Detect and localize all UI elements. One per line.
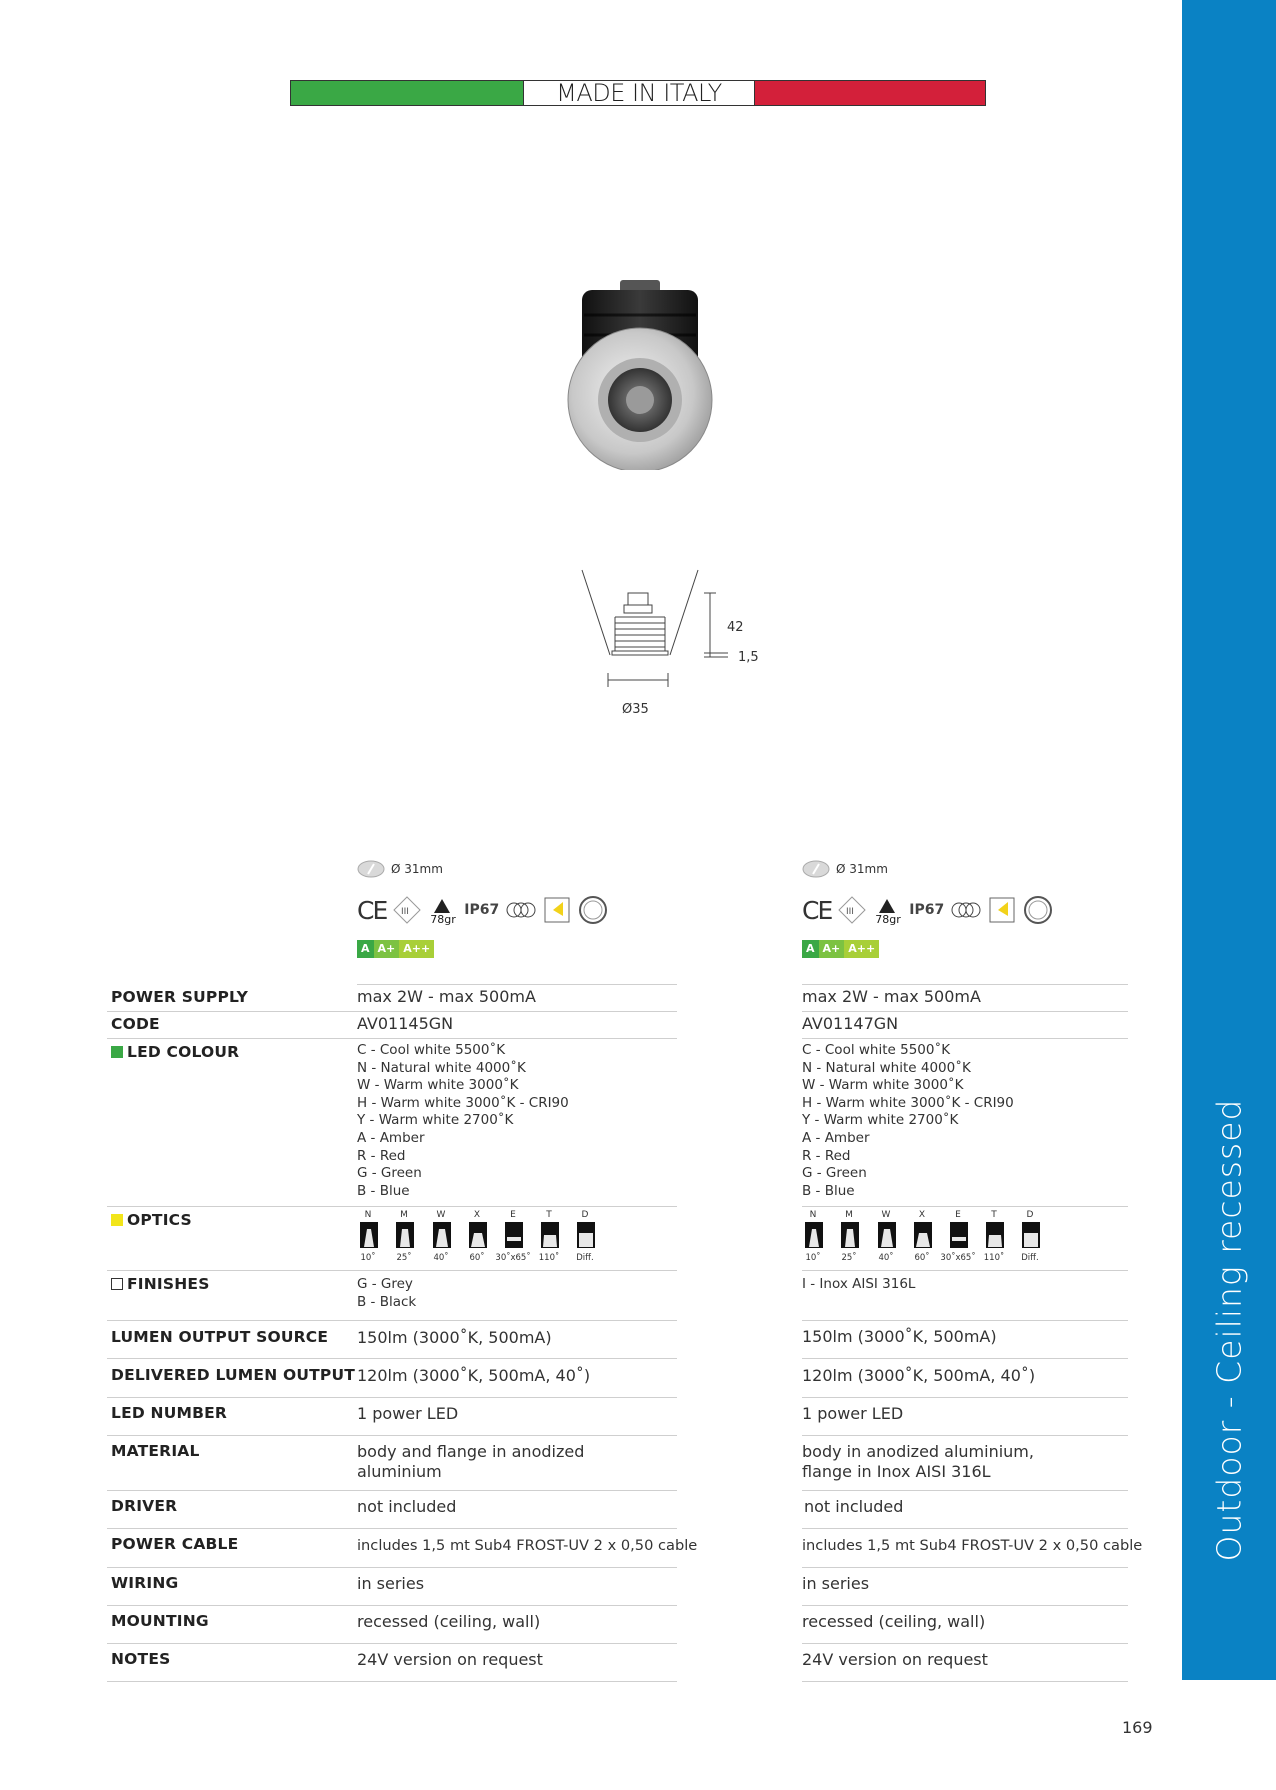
- col2-driver: not included: [804, 1497, 904, 1516]
- product-image: [560, 270, 720, 470]
- optic-angle-label: 10˚: [360, 1253, 376, 1263]
- col2-finishes-list: [802, 1276, 915, 1294]
- rings-icon: [950, 900, 982, 920]
- led-colour-item: G - Green: [357, 1165, 422, 1182]
- label-optics: OPTICS: [127, 1211, 192, 1229]
- ce-mark-icon: CE: [357, 895, 387, 925]
- row-divider: [107, 1435, 677, 1436]
- energy-a-plus: A+: [374, 940, 400, 958]
- finish-item: B - Black: [357, 1293, 417, 1310]
- row-divider: [107, 1567, 677, 1568]
- svg-text:III: III: [846, 907, 855, 917]
- row-divider: [107, 1011, 677, 1012]
- optic-code-label: W: [436, 1210, 446, 1220]
- energy-class-bar: [802, 940, 1102, 958]
- row-divider: [107, 1270, 677, 1271]
- optic-code-label: M: [845, 1210, 853, 1220]
- col2-led-number: 1 power LED: [802, 1404, 904, 1423]
- col2-wiring: in series: [802, 1574, 870, 1593]
- led-colour-item: N - Natural white 4000˚K: [357, 1059, 526, 1076]
- row-divider: [802, 1038, 1128, 1039]
- row-divider: [802, 1270, 1128, 1271]
- optic-angle-label: 110˚: [983, 1253, 1005, 1263]
- row-divider: [802, 1567, 1128, 1568]
- page-number: 169: [1122, 1718, 1153, 1737]
- material-line: body and flange in anodized: [357, 1442, 585, 1461]
- class-iii-icon: [392, 895, 422, 925]
- side-category-title: Outdoor - Ceiling recessed: [1209, 1098, 1249, 1562]
- row-divider: [802, 1011, 1128, 1012]
- material-line: aluminium: [357, 1462, 442, 1481]
- label-finishes-row: [111, 1275, 210, 1293]
- col1-material: [357, 1442, 584, 1482]
- led-colour-item: C - Cool white 5500˚K: [802, 1042, 951, 1058]
- class-iii-icon: [837, 895, 867, 925]
- energy-a: A: [802, 940, 819, 958]
- col2-material: [802, 1442, 1034, 1482]
- hole-size-label: Ø 31mm: [391, 862, 443, 876]
- ip-rating: IP67: [909, 902, 945, 918]
- row-divider: [802, 1490, 1128, 1491]
- label-led-number: LED NUMBER: [111, 1404, 228, 1422]
- led-colour-item: W - Warm white 3000˚K: [802, 1077, 964, 1094]
- row-divider: [802, 1681, 1128, 1682]
- finishes-square-icon: [111, 1278, 123, 1290]
- optic-beam-icon: [841, 1222, 859, 1248]
- led-colour-item: A - Amber: [357, 1129, 425, 1146]
- weight-icon: [873, 895, 903, 925]
- col1-mounting: recessed (ceiling, wall): [357, 1612, 541, 1631]
- label-finishes: FINISHES: [127, 1275, 210, 1293]
- led-colour-item: H - Warm white 3000˚K - CRI90: [802, 1094, 1014, 1111]
- optic-beam-icon: [469, 1222, 487, 1248]
- col2-mounting: recessed (ceiling, wall): [802, 1612, 986, 1631]
- led-colour-item: A - Amber: [802, 1129, 870, 1146]
- col2-notes: 24V version on request: [802, 1650, 988, 1669]
- col2-code: AV01147GN: [802, 1014, 899, 1033]
- optic-angle-label: 30˚x65˚: [940, 1253, 976, 1263]
- row-divider: [802, 984, 1128, 985]
- energy-a: A: [357, 940, 374, 958]
- optic-angle-label: 60˚: [469, 1253, 485, 1263]
- led-colour-item: B - Blue: [357, 1182, 410, 1199]
- optic-code-label: T: [991, 1210, 997, 1220]
- weight-label: 78gr: [430, 913, 456, 926]
- optic-code-label: N: [364, 1210, 372, 1220]
- led-colour-item: W - Warm white 3000˚K: [357, 1077, 519, 1094]
- led-colour-item: R - Red: [802, 1147, 851, 1164]
- energy-a-plus-plus: A++: [399, 940, 434, 958]
- led-colour-item: Y - Warm white 2700˚K: [357, 1112, 514, 1129]
- optic-angle-label: 25˚: [396, 1253, 412, 1263]
- ip-rating: IP67: [464, 902, 500, 918]
- col1-driver: not included: [357, 1497, 457, 1516]
- row-divider: [107, 1206, 677, 1207]
- optics-square-icon: [111, 1214, 123, 1226]
- recessed-mount-icon: [543, 896, 571, 924]
- row-divider: [107, 1643, 677, 1644]
- svg-text:III: III: [401, 907, 410, 917]
- optic-angle-label: 60˚: [914, 1253, 930, 1263]
- ce-mark-icon: CE: [802, 895, 832, 925]
- row-divider: [107, 1528, 677, 1529]
- optic-angle-label: 40˚: [878, 1253, 894, 1263]
- optic-beam-icon: [805, 1222, 823, 1248]
- optic-angle-label: 30˚x65˚: [495, 1253, 531, 1263]
- col1-lumen-source: 150lm (3000˚K, 500mA): [357, 1328, 552, 1347]
- label-optics-row: [111, 1211, 192, 1229]
- made-in-italy-text: MADE IN ITALY: [523, 81, 755, 105]
- label-lumen-output-source: LUMEN OUTPUT SOURCE: [111, 1328, 329, 1346]
- col1-delivered-lumen: 120lm (3000˚K, 500mA, 40˚): [357, 1366, 591, 1385]
- col2-optics-diagram: [797, 1208, 1057, 1268]
- led-colour-item: G - Green: [802, 1165, 867, 1182]
- label-power-supply: POWER SUPPLY: [111, 988, 249, 1006]
- row-divider: [802, 1206, 1128, 1207]
- optic-beam-icon: [360, 1222, 378, 1248]
- rings-icon: [505, 900, 537, 920]
- walkover-ring-icon: [1022, 894, 1054, 926]
- optic-beam-icon: [914, 1222, 932, 1248]
- optic-beam-icon: [878, 1222, 896, 1248]
- led-colour-item: C - Cool white 5500˚K: [357, 1042, 506, 1058]
- row-divider: [802, 1320, 1128, 1321]
- row-divider: [107, 1397, 677, 1398]
- flag-red: [755, 81, 985, 105]
- optic-code-label: W: [881, 1210, 891, 1220]
- optic-code-label: M: [400, 1210, 408, 1220]
- height-dimension: 42: [727, 620, 744, 635]
- optic-angle-label: 110˚: [538, 1253, 560, 1263]
- hole-size-icon: [802, 860, 830, 878]
- label-code: CODE: [111, 1015, 160, 1033]
- col1-wiring: in series: [357, 1574, 425, 1593]
- label-delivered-lumen-output: DELIVERED LUMEN OUTPUT: [111, 1366, 356, 1384]
- flag-green: [291, 81, 523, 105]
- row-divider: [107, 1490, 677, 1491]
- led-colour-item: N - Natural white 4000˚K: [802, 1059, 971, 1076]
- hole-size-label: Ø 31mm: [836, 862, 888, 876]
- row-divider: [802, 1358, 1128, 1359]
- side-category-band: [1182, 0, 1276, 1680]
- led-colour-item: H - Warm white 3000˚K - CRI90: [357, 1094, 569, 1111]
- flange-dimension: 1,5: [738, 650, 759, 665]
- optic-code-label: N: [809, 1210, 817, 1220]
- material-line: body in anodized aluminium,: [802, 1442, 1034, 1461]
- energy-class-bar: [357, 940, 657, 958]
- optic-beam-icon: [433, 1222, 451, 1248]
- optic-beam-icon: [950, 1222, 968, 1248]
- optic-angle-label: Diff.: [1021, 1253, 1039, 1263]
- col1-led-number: 1 power LED: [357, 1404, 459, 1423]
- led-colour-item: Y - Warm white 2700˚K: [802, 1112, 959, 1129]
- col2-delivered-lumen: 120lm (3000˚K, 500mA, 40˚): [802, 1366, 1036, 1385]
- row-divider: [802, 1528, 1128, 1529]
- label-led-colour: LED COLOUR: [127, 1043, 240, 1061]
- label-driver: DRIVER: [111, 1497, 178, 1515]
- optic-angle-label: 10˚: [805, 1253, 821, 1263]
- column-2-icons: [802, 860, 1102, 958]
- optic-angle-label: 25˚: [841, 1253, 857, 1263]
- col1-power-cable: includes 1,5 mt Sub4 FROST-UV 2 x 0,50 cable: [357, 1537, 698, 1554]
- col1-power-supply: max 2W - max 500mA: [357, 987, 536, 1006]
- optic-beam-icon: [986, 1222, 1004, 1248]
- finish-item: G - Grey: [357, 1276, 413, 1292]
- row-divider: [802, 1397, 1128, 1398]
- row-divider: [802, 1643, 1128, 1644]
- walkover-ring-icon: [577, 894, 609, 926]
- optic-code-label: T: [546, 1210, 552, 1220]
- led-colour-item: B - Blue: [802, 1182, 855, 1199]
- energy-a-plus-plus: A++: [844, 940, 879, 958]
- row-divider: [107, 1605, 677, 1606]
- label-wiring: WIRING: [111, 1574, 179, 1592]
- weight-icon: [428, 895, 458, 925]
- label-notes: NOTES: [111, 1650, 171, 1668]
- weight-label: 78gr: [875, 913, 901, 926]
- col1-notes: 24V version on request: [357, 1650, 543, 1669]
- col2-lumen-source: 150lm (3000˚K, 500mA): [802, 1327, 997, 1346]
- optic-beam-icon: [396, 1222, 414, 1248]
- hole-size-icon: [357, 860, 385, 878]
- optic-beam-icon: [541, 1222, 559, 1248]
- row-divider: [357, 984, 677, 985]
- col2-power-cable: includes 1,5 mt Sub4 FROST-UV 2 x 0,50 cable: [802, 1537, 1143, 1554]
- optic-code-label: X: [918, 1210, 926, 1220]
- label-led-colour-row: [111, 1043, 239, 1061]
- led-colour-item: R - Red: [357, 1147, 406, 1164]
- made-in-italy-banner: [290, 80, 986, 106]
- row-divider: [107, 1681, 677, 1682]
- optic-angle-label: Diff.: [576, 1253, 594, 1263]
- optic-code-label: X: [473, 1210, 481, 1220]
- recessed-mount-icon: [988, 896, 1016, 924]
- row-divider: [107, 1358, 677, 1359]
- material-line: flange in Inox AISI 316L: [802, 1462, 991, 1481]
- label-mounting: MOUNTING: [111, 1612, 209, 1630]
- optic-code-label: E: [510, 1210, 516, 1220]
- dimension-drawing: [570, 565, 770, 725]
- optic-beam-icon: [577, 1222, 595, 1248]
- row-divider: [802, 1435, 1128, 1436]
- diameter-dimension: Ø35: [622, 702, 649, 717]
- row-divider: [107, 1320, 677, 1321]
- col1-optics-diagram: [352, 1208, 612, 1268]
- optic-code-label: E: [955, 1210, 961, 1220]
- column-1-icons: [357, 860, 657, 958]
- col2-power-supply: max 2W - max 500mA: [802, 987, 981, 1006]
- col1-led-colour-list: [357, 1042, 569, 1200]
- optic-angle-label: 40˚: [433, 1253, 449, 1263]
- optic-beam-icon: [505, 1222, 523, 1248]
- col1-finishes-list: [357, 1276, 416, 1311]
- row-divider: [802, 1605, 1128, 1606]
- optic-code-label: D: [1026, 1210, 1034, 1220]
- col2-led-colour-list: [802, 1042, 1014, 1200]
- led-colour-square-icon: [111, 1046, 123, 1058]
- row-divider: [107, 1038, 677, 1039]
- optic-beam-icon: [1022, 1222, 1040, 1248]
- optic-code-label: D: [581, 1210, 589, 1220]
- finish-item: I - Inox AISI 316L: [802, 1276, 916, 1292]
- label-power-cable: POWER CABLE: [111, 1535, 239, 1553]
- energy-a-plus: A+: [819, 940, 845, 958]
- label-material: MATERIAL: [111, 1442, 200, 1460]
- col1-code: AV01145GN: [357, 1014, 454, 1033]
